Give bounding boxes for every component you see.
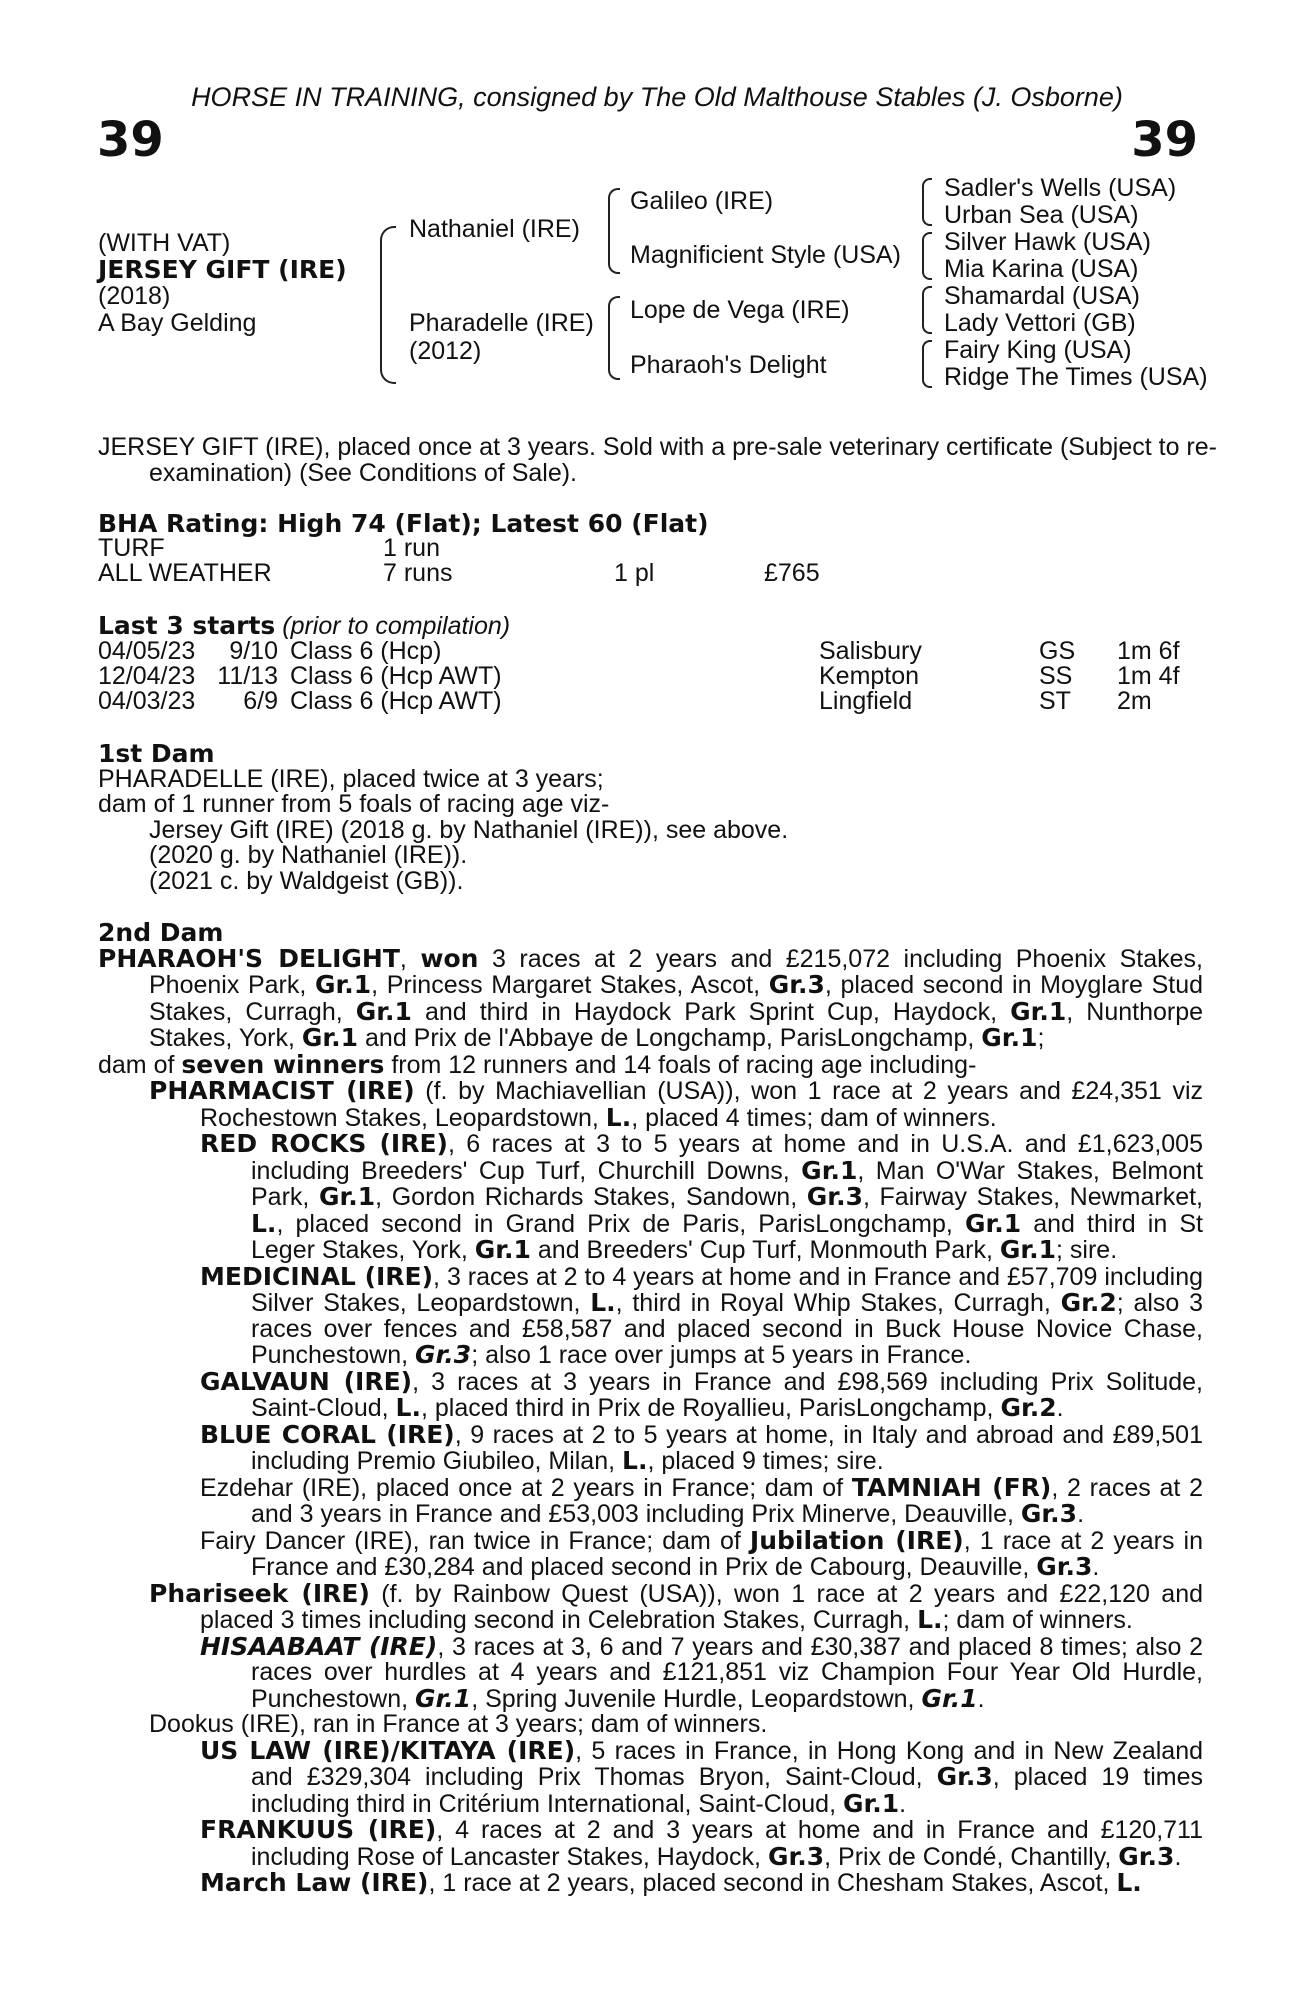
start-position: 11/13 [217,662,278,690]
first-dam-foal: Jersey Gift (IRE) (2018 g. by Nathaniel (IRE)), see above. [149,815,789,844]
grade: Gr.1 [964,1208,1022,1238]
aw-placed: 1 pl [614,559,655,587]
first-dam-heading: 1st Dam [98,739,215,768]
start-distance: 1m 6f [1117,637,1180,665]
sep: , [399,944,421,973]
horse-name: RED ROCKS (IRE) [200,1129,448,1158]
lot-number-left: 39 [97,112,164,168]
start-position: 6/9 [243,687,278,715]
grade: L. [590,1288,616,1317]
gen3-1: Sadler's Wells (USA) [944,174,1177,202]
start-class: Class 6 (Hcp) [290,637,442,665]
lot-number-right: 39 [1131,112,1198,168]
starts-heading [98,613,510,640]
grade: Gr.3 [806,1182,863,1211]
aw-label: ALL WEATHER [98,559,272,587]
text: , Spring Juvenile Hurdle, Leopardstown, [471,1684,922,1713]
text: Ezdehar (IRE), placed once at 2 years in France; dam of [200,1473,852,1502]
gen3-brace-4 [922,340,932,388]
text: , 1 race at 2 years, placed second in Chesham Stakes, Ascot, [428,1869,1117,1897]
start-course: Kempton [819,662,920,690]
grade: Gr.1 [801,1155,858,1185]
horse-name: TAMNIAH (FR) [851,1472,1052,1502]
grade: L. [917,1605,943,1634]
gen3-7: Fairy King (USA) [944,336,1132,364]
first-dam-line: dam of 1 runner from 5 foals of racing age viz- [98,790,610,818]
start-date: 12/04/23 [98,662,196,690]
start-date: 04/03/23 [98,687,196,715]
text: (f. by Rainbow Quest (USA)), won 1 race at 2 years and £22,120 and placed 3 times including second in Celebration Stakes, Curragh, [200,1579,1203,1634]
produce-march-law [200,1870,1203,1897]
produce-dookus: Dookus (IRE), ran in France at 3 years; dam of winners. [149,1710,768,1738]
gen3-8: Ridge The Times (USA) [944,363,1208,391]
grade: Gr.3 [415,1340,472,1369]
grade: L. [622,1446,648,1475]
grade: Gr.1 [415,1683,472,1713]
text: . [1092,1553,1100,1581]
horse-vat: (WITH VAT) [98,229,231,257]
starts-title: Last 3 starts [98,611,276,640]
gen3-brace-3 [922,286,932,334]
text: ; dam of winners. [942,1606,1133,1634]
text: . [977,1684,985,1713]
dam-dam: Pharaoh's Delight [630,351,827,379]
grade: Gr.3 [767,1841,825,1871]
text: ; also 3 races over fences and £58,587 and placed second in Buck House Novice Chase, Punchestown, [251,1289,1204,1369]
produce-hisaabaat [200,1631,1203,1713]
gen3-6: Lady Vettori (GB) [944,309,1136,337]
start-going: SS [1039,662,1073,690]
text: , placed second in Moyglare Stud Stakes, Curragh, [149,971,1204,1026]
grade: Gr.2 [1000,1393,1057,1422]
sire: Nathaniel (IRE) [409,215,580,243]
gen3-brace-1 [922,178,932,226]
grade: L. [605,1102,632,1132]
horse-name: US LAW (IRE)/KITAYA (IRE) [200,1735,576,1765]
grade: L. [251,1208,277,1238]
text: , placed 9 times; sire. [647,1447,884,1475]
horse-name: GALVAUN (IRE) [200,1366,413,1396]
text: , placed second in Grand Prix de Paris, ParisLongchamp, [276,1209,965,1238]
start-going: ST [1039,687,1071,715]
text: , Princess Margaret Stakes, Ascot, [371,971,769,999]
produce-us-law [200,1735,1204,1818]
start-class: Class 6 (Hcp AWT) [290,687,502,715]
start-distance: 1m 4f [1117,662,1180,690]
text: , Prix de Condé, Chantilly, [824,1842,1119,1871]
grade: Gr.1 [474,1235,531,1264]
text: dam of [98,1050,182,1079]
dam-brace [608,296,620,380]
dam: Pharadelle (IRE) [409,309,594,337]
text: . [1174,1842,1182,1871]
grade: Gr.3 [1036,1552,1093,1581]
text: , placed 19 times including third in Critérium International, Saint-Cloud, [251,1763,1203,1818]
text: ; also 1 race over jumps at 5 years in France. [471,1341,972,1369]
second-dam-section [98,920,1203,1897]
grade: Gr.3 [1020,1499,1078,1528]
first-dam-foal: (2020 g. by Nathaniel (IRE)). [149,841,468,869]
text: , 3 races at 3, 6 and 7 years and £30,387 and placed 8 times; also 2 races over hurdles at 4 years and £121,851 viz Champion Four Year Old Hurdle, Punchestown, [251,1632,1203,1713]
aw-prize: £765 [764,559,820,587]
text: , third in Royal Whip Stakes, Curragh, [615,1289,1061,1317]
first-dam-foal: (2021 c. by Waldgeist (GB)). [149,866,464,895]
second-dam-heading: 2nd Dam [98,918,224,947]
horse-name: FRANKUUS (IRE) [200,1815,437,1844]
grade: L. [1116,1868,1142,1897]
produce-blue-coral [200,1419,1203,1475]
grade: Gr.3 [1118,1841,1175,1871]
gen3-4: Mia Karina (USA) [944,255,1139,283]
produce-ezdehar [200,1472,1203,1528]
text: from 12 runners and 14 foals of racing age including- [384,1050,977,1079]
horse-name: MEDICINAL (IRE) [200,1261,434,1291]
consignment-header: HORSE IN TRAINING, consigned by The Old Malthouse Stables (J. Osborne) [191,82,1123,112]
start-course: Salisbury [819,637,922,665]
gen3-2: Urban Sea (USA) [944,201,1139,229]
gen3-brace-2 [922,232,932,280]
second-dam-name: PHARAOH'S DELIGHT [98,943,400,973]
first-dam-section [98,741,1203,894]
grade: Gr.1 [921,1683,978,1713]
horse-name: JERSEY GIFT (IRE) [98,255,347,284]
rating-heading: BHA Rating: High 74 (Flat); Latest 60 (Flat) [98,509,709,538]
text: ; sire. [1056,1236,1118,1264]
horse-name: Jubilation (IRE) [749,1525,964,1555]
produce-medicinal [200,1261,1204,1369]
text: and third in Haydock Park Sprint Cup, Haydock, [411,997,1011,1026]
text: , 3 races at 3 years in France and £98,569 including Prix Solitude, Saint-Cloud, [251,1367,1203,1422]
text: , 3 races at 2 to 4 years at home and in France and £57,709 including Silver Stakes, Leopardstown, [251,1262,1203,1317]
produce-pharmacist [149,1078,1203,1131]
won-label: won [420,943,479,973]
horse-name: PHARMACIST (IRE) [149,1076,415,1105]
gen3-5: Shamardal (USA) [944,282,1140,310]
text: 3 races at 2 years and £215,072 including Phoenix Stakes, Phoenix Park, [149,944,1203,999]
grade: Gr.1 [981,1023,1038,1052]
produce-phariseek [149,1578,1203,1634]
gen3-3: Silver Hawk (USA) [944,228,1151,256]
second-dam-produce [98,1049,1203,1079]
grade: Gr.1 [842,1788,900,1818]
summary: JERSEY GIFT (IRE), placed once at 3 years. Sold with a pre-sale veterinary certificate (Subject to re-examination) (See Conditions of Sale). [98,433,1217,487]
turf-label: TURF [98,534,165,562]
grade: L. [395,1393,421,1422]
dam-sire: Lope de Vega (IRE) [630,296,850,324]
text: , 1 race at 2 years in France and £30,284 and placed second in Prix de Cabourg, Deauville, [251,1526,1203,1581]
start-distance: 2m [1117,687,1152,715]
grade: Gr.2 [1060,1288,1117,1317]
sire-dam: Magnificient Style (USA) [630,241,901,269]
second-dam-record [98,943,1204,1052]
grade: Gr.1 [318,1182,376,1211]
produce-frankuus [200,1817,1203,1870]
text: and third in St Leger Stakes, York, [251,1209,1203,1264]
grade: Gr.1 [314,970,372,999]
start-position: 9/10 [229,637,278,665]
text: Fairy Dancer (IRE), ran twice in France; dam of [200,1526,750,1555]
text: , 4 races at 2 and 3 years at home and in France and £120,711 including Rose of Lancaster Stakes, Haydock, [251,1816,1204,1871]
grade: Gr.3 [768,970,825,999]
produce-red-rocks [200,1131,1203,1264]
start-class: Class 6 (Hcp AWT) [290,662,502,690]
text: , Fairway Stakes, Newmarket, [862,1183,1204,1211]
horse-name: March Law (IRE) [200,1868,429,1897]
text: . [899,1789,907,1818]
start-going: GS [1039,637,1076,665]
text: , 5 races in France, in Hong Kong and in New Zealand and £329,304 including Prix Thomas Bryon, Saint-Cloud, [251,1736,1204,1791]
sire-brace [608,188,620,274]
sire-sire: Galileo (IRE) [630,187,774,215]
horse-year: (2018) [98,282,171,310]
text: . [1056,1394,1064,1422]
horse-name: HISAABAAT (IRE) [200,1631,438,1661]
text: , Man O'War Stakes, Belmont Park, [251,1156,1203,1211]
text: , placed 4 times; dam of winners. [631,1103,997,1132]
grade: Gr.1 [301,1023,359,1052]
horse-description: A Bay Gelding [98,309,257,337]
text: , 9 races at 2 to 5 years at home, in Italy and abroad and £89,501 including Premio Giubileo, Milan, [251,1420,1203,1475]
produce-fairy-dancer [200,1525,1203,1581]
text: , 2 races at 2 and 3 years in France and £53,003 including Prix Minerve, Deauville, [251,1473,1203,1528]
grade: Gr.3 [936,1762,993,1791]
pedigree-brace [380,226,396,384]
text: ; [1037,1024,1045,1052]
aw-runs: 7 runs [383,559,453,587]
text: and Prix de l'Abbaye de Longchamp, ParisLongchamp, [358,1024,982,1052]
grade: Gr.1 [1010,996,1067,1026]
grade: Gr.1 [999,1235,1057,1264]
horse-name: BLUE CORAL (IRE) [200,1419,455,1449]
text: , 6 races at 3 to 5 years at home and in U.S.A. and £1,623,005 including Breeders' Cup Turf, Churchill Downs, [251,1130,1203,1185]
dam-year: (2012) [409,337,482,365]
produce-galvaun [200,1366,1203,1422]
start-date: 04/05/23 [98,637,196,665]
grade: Gr.1 [355,996,412,1026]
text: . [1077,1500,1085,1528]
text: and Breeders' Cup Turf, Monmouth Park, [530,1236,1000,1264]
winners-count: seven winners [181,1049,385,1079]
text: , placed third in Prix de Royallieu, ParisLongchamp, [420,1394,1001,1422]
text: , Gordon Richards Stakes, Sandown, [375,1183,807,1211]
first-dam-line: PHARADELLE (IRE), placed twice at 3 years; [98,764,604,793]
start-course: Lingfield [819,687,913,715]
starts-note: (prior to compilation) [282,612,511,640]
horse-name: Phariseek (IRE) [149,1578,370,1608]
text: (f. by Machiavellian (USA)), won 1 race at 2 years and £24,351 viz Rochestown Stakes, Leopardstown, [200,1077,1203,1132]
text: , Nunthorpe Stakes, York, [149,997,1204,1052]
turf-runs: 1 run [383,534,440,562]
